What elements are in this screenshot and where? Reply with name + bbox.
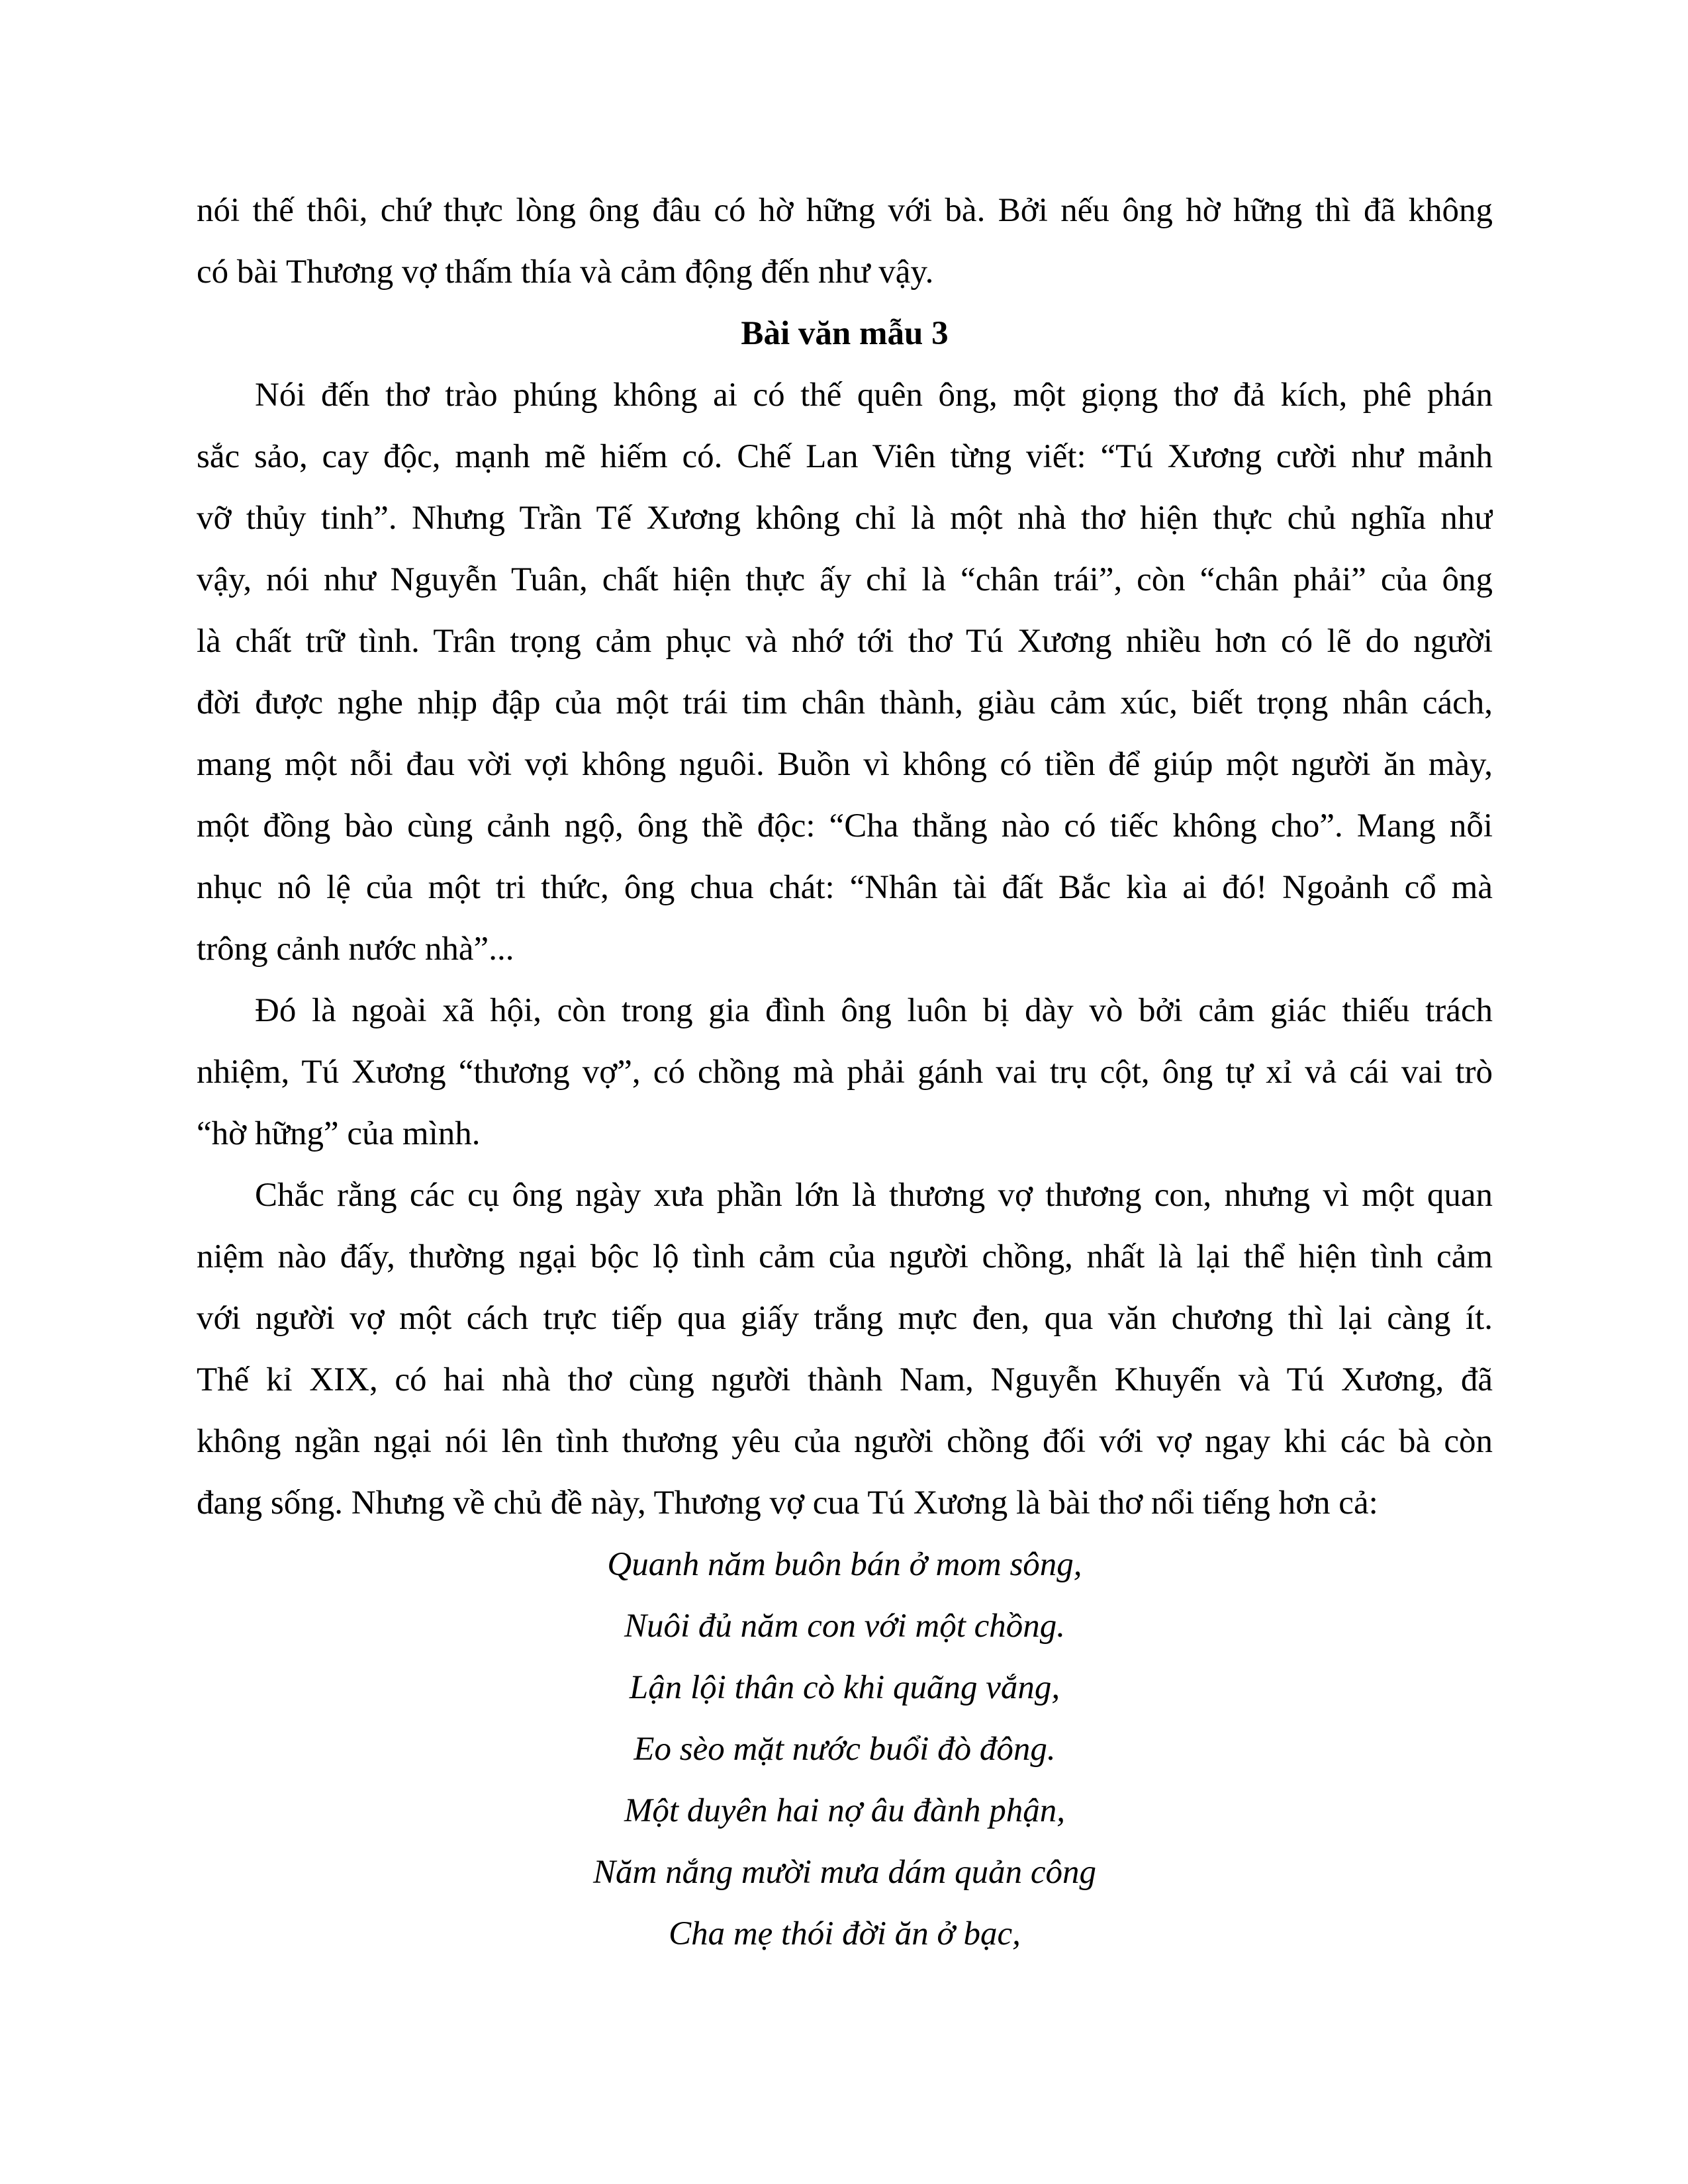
text-line: sắc sảo, cay độc, mạnh mẽ hiếm có. Chế Lan Viên từng viết: “Tú Xương cười như mảnh bbox=[197, 438, 1493, 475]
text-line: có bài Thương vợ thấm thía và cảm động đến như vậy. bbox=[197, 253, 934, 291]
text-line: nói thế thôi, chứ thực lòng ông đâu có hờ hững với bà. Bởi nếu ông hờ hững thì đã không bbox=[197, 192, 1493, 229]
body-paragraph bbox=[197, 365, 1493, 980]
text-line: vậy, nói như Nguyễn Tuân, chất hiện thực ấy chỉ là “chân trái”, còn “chân phải” của ông bbox=[197, 561, 1493, 598]
text-line: niệm nào đấy, thường ngại bộc lộ tình cảm của người chồng, nhất là lại thể hiện tình cảm bbox=[197, 1238, 1493, 1275]
text-line: là chất trữ tình. Trân trọng cảm phục và nhớ tới thơ Tú Xương nhiều hơn có lẽ do người bbox=[197, 623, 1493, 660]
body-paragraph bbox=[197, 980, 1493, 1165]
poem-line: Nuôi đủ năm con với một chồng. bbox=[624, 1608, 1066, 1645]
text-line: Thế kỉ XIX, có hai nhà thơ cùng người thành Nam, Nguyễn Khuyến và Tú Xương, đã bbox=[197, 1361, 1493, 1398]
text-line: mang một nỗi đau vời vợi không nguôi. Buồn vì không có tiền để giúp một người ăn mày, bbox=[197, 746, 1493, 783]
text-line: nhiệm, Tú Xương “thương vợ”, có chồng mà phải gánh vai trụ cột, ông tự xỉ vả cái vai trò bbox=[197, 1054, 1493, 1091]
text-line: Đó là ngoài xã hội, còn trong gia đình ông luôn bị dày vò bởi cảm giác thiếu trách bbox=[255, 992, 1493, 1029]
text-line: nhục nô lệ của một tri thức, ông chua chát: “Nhân tài đất Bắc kìa ai đó! Ngoảnh cổ mà bbox=[197, 869, 1493, 906]
text-line: với người vợ một cách trực tiếp qua giấy trắng mực đen, qua văn chương thì lại càng ít. bbox=[197, 1300, 1493, 1337]
section-heading-text: Bài văn mẫu 3 bbox=[741, 315, 949, 352]
text-line: không ngần ngại nói lên tình thương yêu của người chồng đối với vợ ngay khi các bà còn bbox=[197, 1423, 1493, 1460]
text-line: một đồng bào cùng cảnh ngộ, ông thề độc: “Cha thằng nào có tiếc không cho”. Mang nỗi bbox=[197, 807, 1493, 844]
poem-block bbox=[197, 1534, 1493, 1965]
text-line: đang sống. Nhưng về chủ đề này, Thương vợ cua Tú Xương là bài thơ nổi tiếng hơn cả: bbox=[197, 1484, 1378, 1522]
section-heading bbox=[197, 303, 1493, 365]
text-line: trông cảnh nước nhà”... bbox=[197, 931, 514, 968]
poem-line: Lận lội thân cò khi quãng vắng, bbox=[629, 1669, 1060, 1706]
text-line: Chắc rằng các cụ ông ngày xưa phần lớn là thương vợ thương con, nhưng vì một quan bbox=[255, 1177, 1493, 1214]
poem-line: Một duyên hai nợ âu đành phận, bbox=[624, 1792, 1066, 1829]
poem-line: Cha mẹ thói đời ăn ở bạc, bbox=[669, 1915, 1021, 1952]
poem-line: Eo sèo mặt nước buổi đò đông. bbox=[633, 1731, 1056, 1768]
text-line: đời được nghe nhịp đập của một trái tim chân thành, giàu cảm xúc, biết trọng nhân cách, bbox=[197, 684, 1493, 721]
poem-line: Năm nắng mười mưa dám quản công bbox=[593, 1854, 1096, 1891]
body-paragraph bbox=[197, 180, 1493, 303]
text-line: “hờ hững” của mình. bbox=[197, 1115, 481, 1152]
body-paragraph bbox=[197, 1165, 1493, 1534]
poem-line: Quanh năm buôn bán ở mom sông, bbox=[607, 1546, 1082, 1583]
text-line: vỡ thủy tinh”. Nhưng Trần Tế Xương không chỉ là một nhà thơ hiện thực chủ nghĩa như bbox=[197, 500, 1493, 537]
text-line: Nói đến thơ trào phúng không ai có thế quên ông, một giọng thơ đả kích, phê phán bbox=[255, 377, 1493, 414]
